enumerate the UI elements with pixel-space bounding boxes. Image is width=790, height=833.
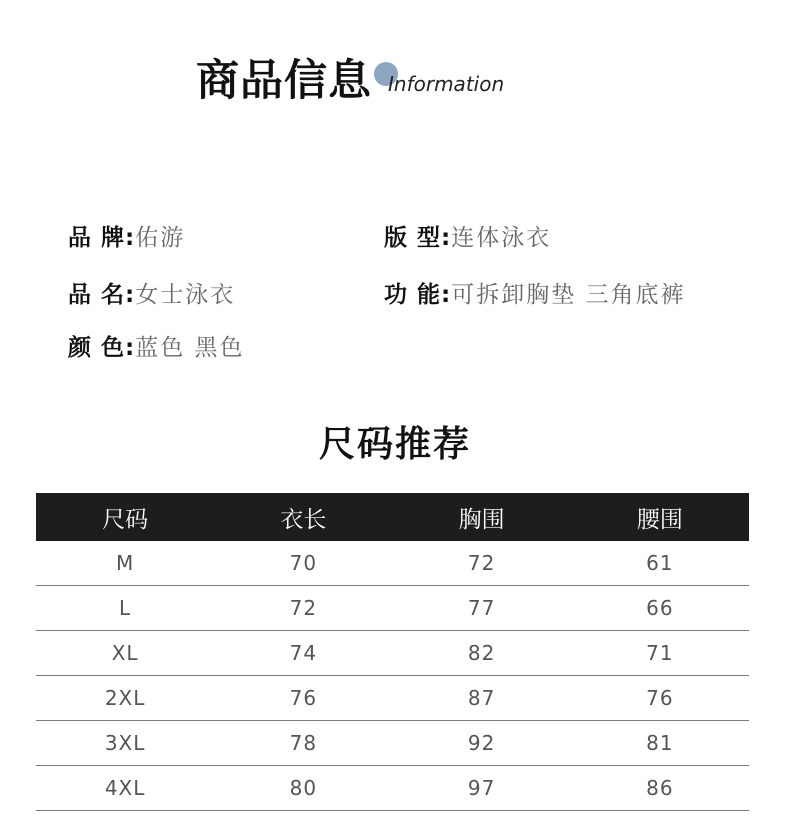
attr-function-value: 可拆卸胸垫 三角底裤 (451, 282, 686, 308)
attr-brand-key: 品 牌: (68, 225, 136, 251)
cell-bust: 77 (467, 596, 496, 620)
attr-function-key: 功 能: (384, 282, 452, 308)
cell-bust: 82 (467, 641, 496, 665)
cell-size: 3XL (104, 731, 146, 755)
size-table (36, 493, 749, 811)
cell-waist: 76 (646, 686, 674, 710)
cell-length: 78 (289, 731, 318, 755)
table-row (36, 586, 749, 631)
table-row (36, 721, 749, 766)
attr-style-value: 连体泳衣 (451, 225, 552, 251)
header-waist: 腰围 (636, 506, 683, 533)
attr-brand (68, 223, 185, 253)
attr-name-value: 女士泳衣 (135, 282, 236, 308)
table-row (36, 541, 749, 586)
cell-waist: 66 (646, 596, 674, 620)
header-bust: 胸围 (458, 506, 505, 533)
product-info-title: 商品信息 (196, 56, 372, 106)
attr-name-key: 品 名: (68, 282, 136, 308)
attr-color-value: 蓝色 黑色 (135, 335, 245, 361)
cell-length: 74 (289, 641, 318, 665)
attr-color (68, 333, 245, 363)
cell-waist: 86 (646, 776, 674, 800)
cell-length: 80 (289, 776, 318, 800)
size-table-header (36, 493, 749, 541)
attr-color-key: 颜 色: (68, 335, 136, 361)
table-row (36, 766, 749, 811)
attr-name (68, 280, 235, 310)
cell-length: 70 (289, 551, 318, 575)
table-row (36, 631, 749, 676)
attr-brand-value: 佑游 (135, 225, 186, 251)
cell-size: 4XL (104, 776, 146, 800)
cell-size: L (119, 596, 132, 620)
cell-bust: 92 (467, 731, 496, 755)
cell-waist: 61 (646, 551, 674, 575)
attr-function (384, 280, 686, 310)
size-section-title: 尺码推荐 (318, 424, 471, 465)
cell-size: M (115, 551, 135, 575)
header-size: 尺码 (102, 506, 149, 533)
cell-bust: 72 (467, 551, 496, 575)
table-row (36, 676, 749, 721)
cell-bust: 87 (467, 686, 496, 710)
cell-size: XL (111, 641, 139, 665)
attr-style (384, 223, 551, 253)
product-info-subtitle: Information (388, 72, 505, 96)
cell-size: 2XL (104, 686, 146, 710)
cell-bust: 97 (467, 776, 496, 800)
cell-waist: 71 (646, 641, 674, 665)
cell-waist: 81 (646, 731, 674, 755)
cell-length: 76 (289, 686, 318, 710)
cell-length: 72 (289, 596, 318, 620)
attr-style-key: 版 型: (384, 225, 452, 251)
header-length: 衣长 (280, 506, 327, 533)
